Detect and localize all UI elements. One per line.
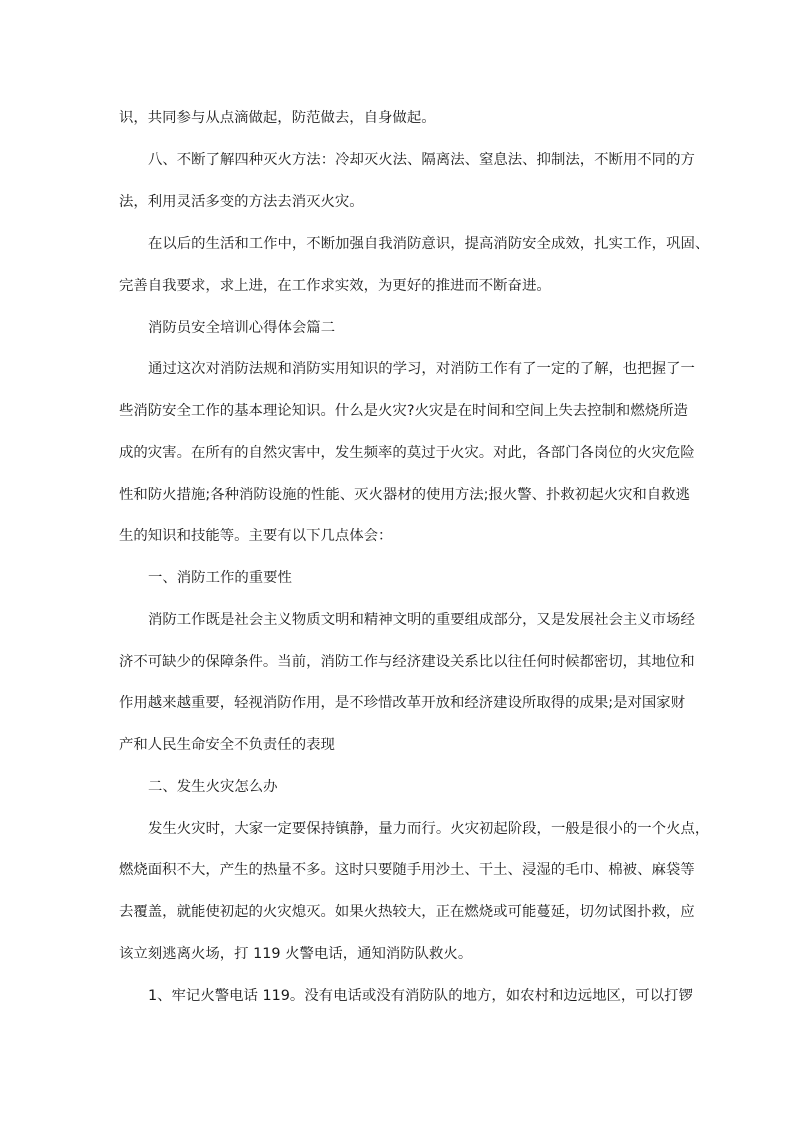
text-line: 该立刻逃离火场，打 119 火警电话，通知消防队救火。 [119, 946, 473, 962]
section-heading: 一、消防工作的重要性 [148, 570, 292, 586]
text-line: 消防工作既是社会主义物质文明和精神文明的重要组成部分，又是发展社会主义市场经 [148, 612, 695, 628]
text-line: 通过这次对消防法规和消防实用知识的学习，对消防工作有了一定的了解，也把握了一 [148, 361, 695, 377]
text-line: 济不可缺少的保障条件。当前，消防工作与经济建设关系比以往任何时候都密切，其地位和 [119, 654, 695, 670]
text-line: 去覆盖，就能使初起的火灾熄灭。如果火热较大，正在燃烧或可能蔓延，切勿试图扑救，应 [119, 904, 695, 920]
text-line: 些消防安全工作的基本理论知识。什么是火灾?火灾是在时间和空间上失去控制和燃烧所造 [119, 403, 688, 419]
text-line: 八、不断了解四种灭火方法：冷却灭火法、隔离法、窒息法、抑制法，不断用不同的方 [148, 152, 695, 168]
text-line: 生的知识和技能等。主要有以下几点体会： [119, 528, 393, 544]
text-line: 完善自我要求，求上进，在工作求实效，为更好的推进而不断奋进。 [119, 278, 551, 294]
text-line: 发生火灾时，大家一定要保持镇静，量力而行。火灾初起阶段，一般是很小的一个火点， [148, 821, 710, 837]
text-line: 识，共同参与从点滴做起，防范做去，自身做起。 [119, 110, 436, 126]
section-heading: 二、发生火灾怎么办 [148, 779, 278, 795]
text-line: 在以后的生活和工作中，不断加强自我消防意识，提高消防安全成效，扎实工作，巩固、 [148, 236, 710, 252]
text-line: 燃烧面积不大，产生的热量不多。这时只要随手用沙土、干土、浸湿的毛巾、棉被、麻袋等 [119, 862, 695, 878]
text-line: 作用越来越重要，轻视消防作用，是不珍惜改革开放和经济建设所取得的成果;是对国家财 [119, 695, 686, 711]
section-heading: 消防员安全培训心得体会篇二 [148, 320, 336, 336]
text-line: 成的灾害。在所有的自然灾害中，发生频率的莫过于火灾。对此，各部门各岗位的火灾危险 [119, 445, 695, 461]
text-line: 性和防火措施;各种消防设施的性能、灭火器材的使用方法;报火警、扑救初起火灾和自救逃 [119, 487, 690, 503]
text-line: 1、牢记火警电话 119。没有电话或没有消防队的地方，如农村和边远地区，可以打锣 [148, 988, 693, 1004]
text-line: 产和人民生命安全不负责任的表现 [119, 737, 335, 753]
text-line: 法，利用灵活多变的方法去消灭火灾。 [119, 194, 364, 210]
